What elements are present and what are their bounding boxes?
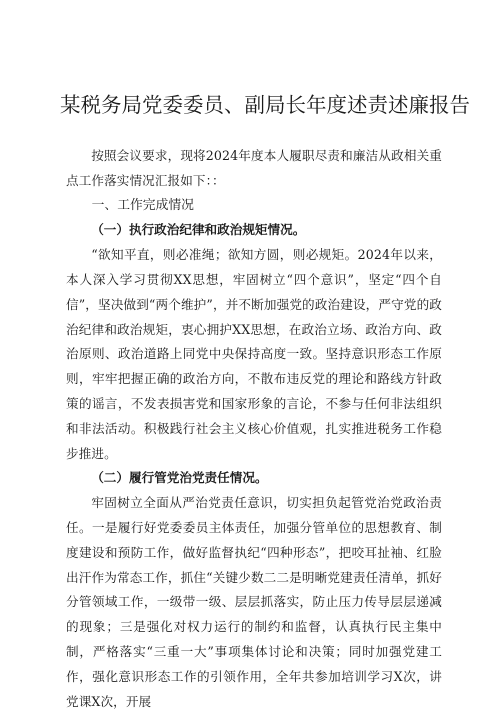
party-governance-paragraph: 牢固树立全面从严治党责任意识，切实担负起管党治党政治责任。一是履行好党委委员主体责任，加强分管单位的思想教育、制度建设和预防工作，做好监督执纪“四种形态”，把咬耳扯袖、红脸出汗作为常态工作，抓住“关键少数二二是明晰党建责任清单，抓好分管领域工作，一级带一级、层层抓落实，防止压力传导层层递减的现象；三是强化对权力运行的制约和监督，认真执行民主集中制，严格落实“三重一大”事项集体讨论和决策；同时加强党建工作，强化意识形态工作的引领作用，全年共参加培训学习X次，讲党课X次，开展	[66, 495, 442, 709]
subsection-heading-party-governance: （二）履行管党治党责任情况。	[91, 470, 268, 486]
intro-paragraph: 按照会议要求，现将2024年度本人履职尽责和廉洁从政相关重点工作落实情况汇报如下：：	[66, 148, 442, 188]
political-discipline-paragraph: “欲知平直，则必准绳；欲知方圆，则必规矩。2024年以来，本人深入学习贯彻XX思想，牢固树立“四个意识”，坚定“四个自信”，坚决做到“两个维护”，并不断加强党的政治建设，严守党的政治纪律和政治规矩，衷心拥护XX思想，在政治立场、政治方向、政治原则、政治道路上同党中央保持高度一致。坚持意识形态工作原则，牢牢把握正确的政治方向，不散布违反党的理论和路线方针政策的谣言，不发表损害党和国家形象的言论，不参与任何非法组织和非法活动。积极践行社会主义核心价值观，扎实推进税务工作稳步推进。	[66, 247, 442, 461]
subsection-heading-political-discipline: （一）执行政治纪律和政治规矩情况。	[91, 222, 306, 238]
section-heading-work-completion: 一、工作完成情况	[91, 197, 194, 213]
document-title: 某税务局党委委员、副局长年度述责述廉报告	[60, 93, 470, 117]
